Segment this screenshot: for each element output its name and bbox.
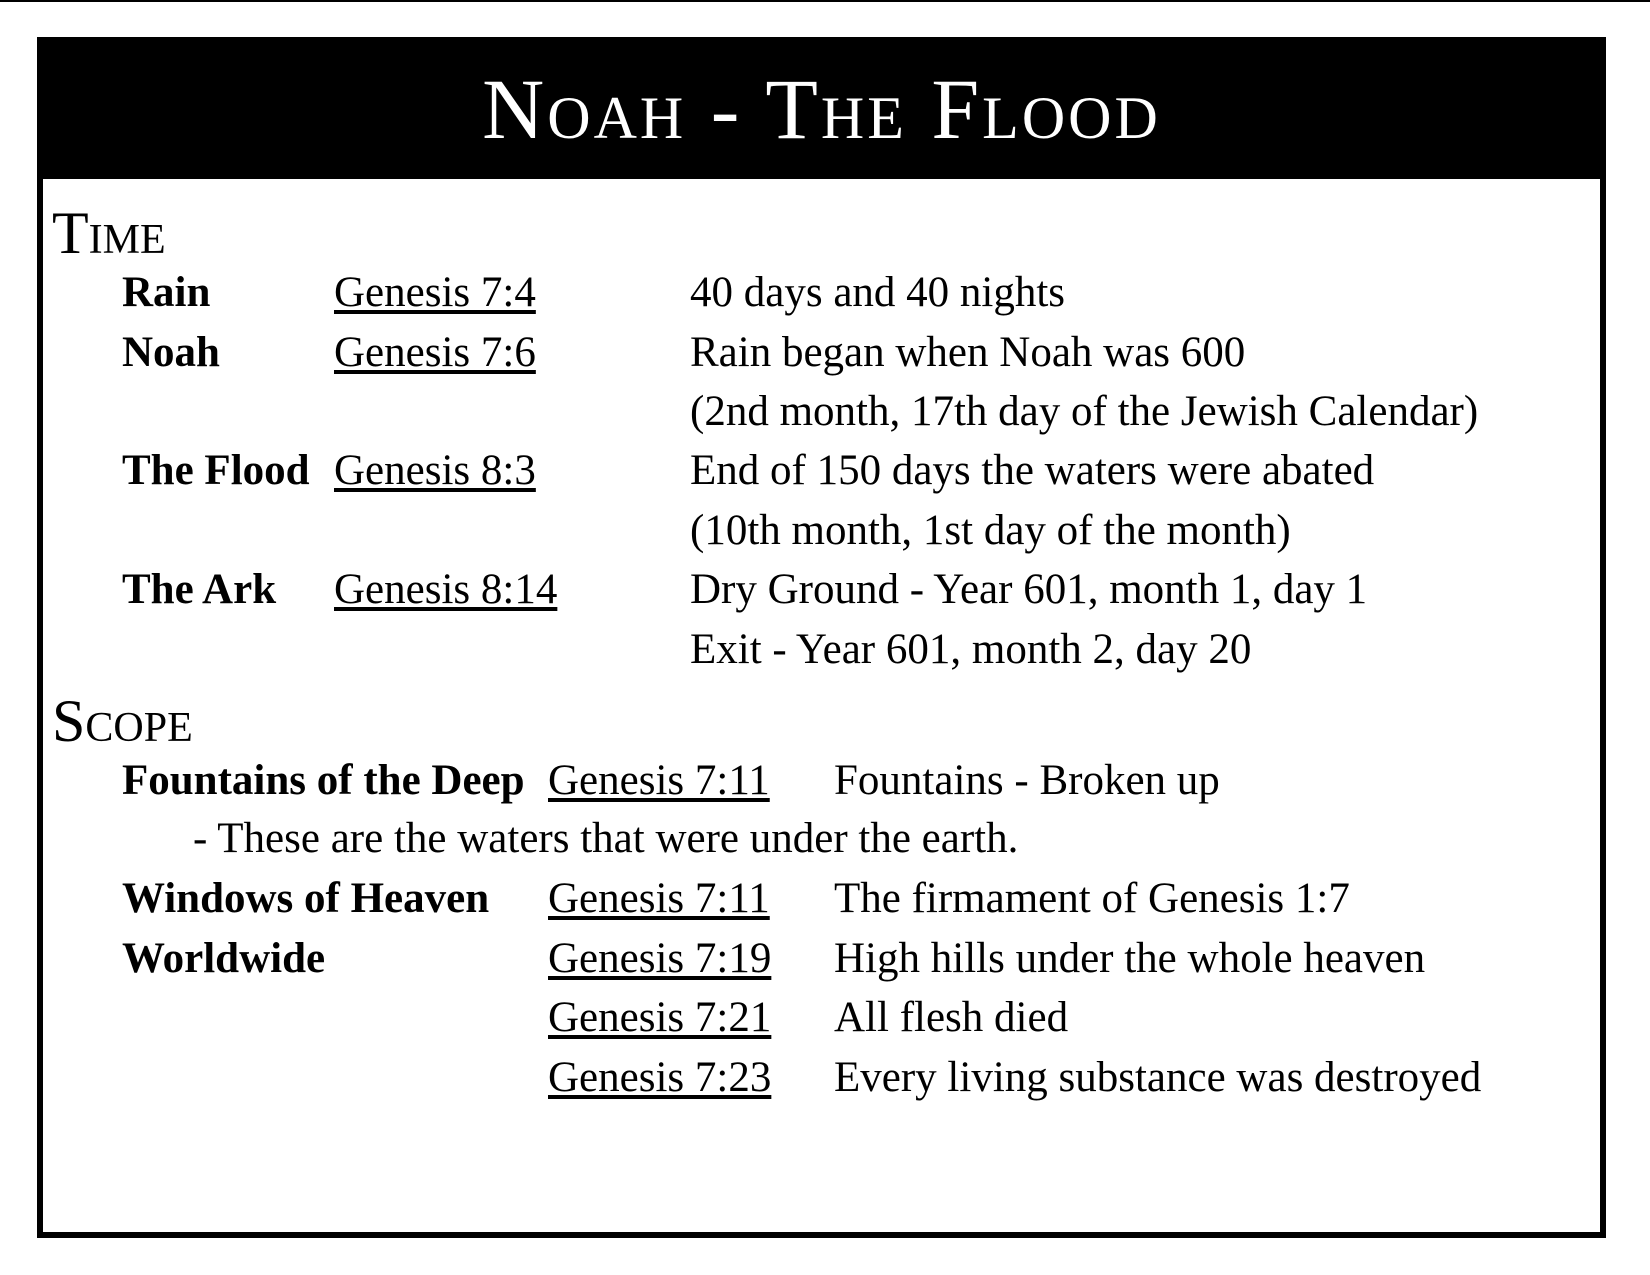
time-description: End of 150 days the waters were abated <box>690 447 1375 494</box>
scope-label: Windows of Heaven <box>122 875 490 922</box>
time-label: The Ark <box>122 566 277 613</box>
scripture-link[interactable]: Genesis 8:3 <box>334 447 536 494</box>
scripture-link[interactable]: Genesis 7:11 <box>548 757 770 804</box>
scope-label: Fountains of the Deep <box>122 757 525 804</box>
scripture-link[interactable]: Genesis 8:14 <box>334 566 558 613</box>
scope-description: The firmament of Genesis 1:7 <box>834 875 1350 922</box>
time-description: Dry Ground - Year 601, month 1, day 1 <box>690 566 1368 613</box>
scripture-link[interactable]: Genesis 7:21 <box>548 994 772 1041</box>
time-label: The Flood <box>122 447 310 494</box>
time-description-note: (2nd month, 17th day of the Jewish Calendar) <box>690 388 1479 435</box>
time-description: Exit - Year 601, month 2, day 20 <box>690 626 1252 673</box>
scripture-link[interactable]: Genesis 7:6 <box>334 329 536 376</box>
scripture-link[interactable]: Genesis 7:19 <box>548 935 772 982</box>
scope-note: - These are the waters that were under the earth. <box>193 815 1019 862</box>
time-description: 40 days and 40 nights <box>690 269 1066 316</box>
scope-label: Worldwide <box>122 935 326 982</box>
scope-description: Every living substance was destroyed <box>834 1054 1482 1101</box>
scripture-link[interactable]: Genesis 7:11 <box>548 875 770 922</box>
scripture-link[interactable]: Genesis 7:4 <box>334 269 536 316</box>
time-label: Noah <box>122 329 220 376</box>
page-title: Noah - The Flood <box>482 61 1161 157</box>
section-heading-scope: Scope <box>52 688 193 754</box>
scope-description: Fountains - Broken up <box>834 757 1220 804</box>
time-label: Rain <box>122 269 211 316</box>
scope-description: High hills under the whole heaven <box>834 935 1426 982</box>
scripture-link[interactable]: Genesis 7:23 <box>548 1054 772 1101</box>
title-banner <box>37 37 1606 179</box>
section-heading-time: Time <box>52 200 166 266</box>
top-rule <box>0 0 1650 2</box>
time-description: Rain began when Noah was 600 <box>690 329 1246 376</box>
time-description-note: (10th month, 1st day of the month) <box>690 507 1291 554</box>
scope-description: All flesh died <box>834 994 1069 1041</box>
